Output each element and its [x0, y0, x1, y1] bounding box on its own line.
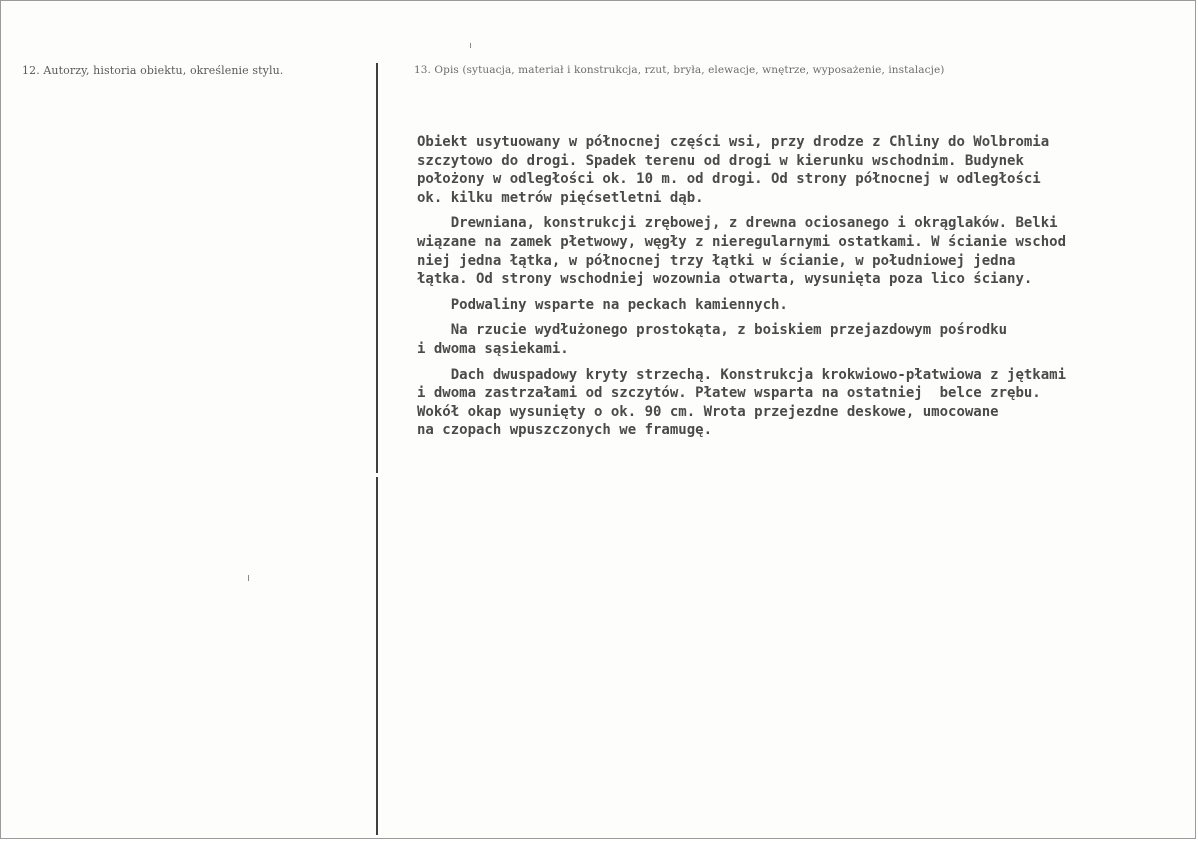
- field-12-label: 12. Autorzy, historia obiektu, określenie stylu.: [22, 64, 284, 77]
- paper-speck: [470, 43, 471, 48]
- description-paragraph-location: Obiekt usytuowany w północnej części wsi, przy drodze z Chliny do Wolbromia szczytowo do drogi. Spadek terenu od drogi w kierunku wschodnim. Budynek położony w odległości ok. 10 m. od drogi. Od strony północnej w odległości ok. kilku metrów pięćsetletni dąb.: [417, 134, 1050, 206]
- field-13-label: 13. Opis (sytuacja, materiał i konstrukcja, rzut, bryła, elewacje, wnętrze, wyposażenie, instalacje): [414, 64, 945, 76]
- column-divider-lower: [376, 477, 378, 835]
- description-paragraph-foundation: Podwaliny wsparte na peckach kamiennych.: [417, 296, 788, 313]
- description-paragraph-plan: Na rzucie wydłużonego prostokąta, z boiskiem przejazdowym pośrodku i dwoma sąsiekami.: [417, 322, 1008, 357]
- typewritten-description: [417, 133, 1187, 447]
- column-divider: [376, 63, 378, 473]
- description-paragraph-roof: Dach dwuspadowy kryty strzechą. Konstrukcja krokwiowo-płatwiowa z jętkami i dwoma zastrzałami od szczytów. Płatew wsparta na ostatniej belce zrębu. Wokół okap wysunięty o ok. 90 cm. Wrota przejezdne deskowe, umocowane na czopach wpuszczonych we framugę.: [417, 366, 1067, 439]
- paper-speck: [248, 575, 249, 581]
- description-paragraph-construction: Drewniana, konstrukcji zrębowej, z drewna ociosanego i okrąglaków. Belki wiązane na zamek płetwowy, węgły z nieregularnymi ostatkami. W ścianie wschod niej jedna łątka, w północnej trzy łątki w ścianie, w południowej jedna łątka. Od strony wschodniej wozownia otwarta, wysunięta poza lico ściany.: [417, 215, 1067, 288]
